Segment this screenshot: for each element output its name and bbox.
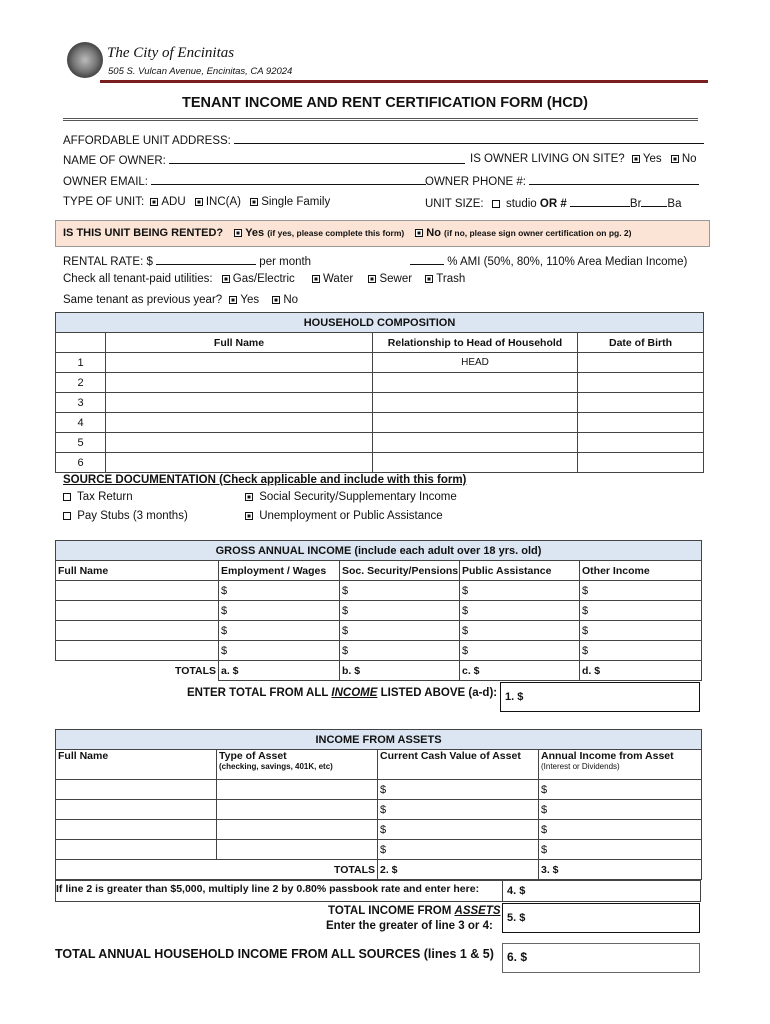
unit-size-studio-checkbox[interactable]	[492, 200, 500, 208]
assets-col-type-label: Type of Asset	[219, 750, 287, 762]
enter-total-income-label	[187, 687, 497, 699]
name-cell[interactable]	[106, 393, 373, 413]
unit-type-label: TYPE OF UNIT:	[63, 196, 145, 208]
gross-col-employment: Employment / Wages	[219, 561, 340, 581]
amount-cell[interactable]: $	[580, 641, 702, 661]
name-cell[interactable]	[106, 433, 373, 453]
line-5-box[interactable]: 5. $	[502, 903, 700, 933]
table-row	[56, 353, 704, 373]
rental-rate-field[interactable]	[156, 254, 256, 265]
listed-above-text: LISTED ABOVE (a-d):	[380, 687, 498, 699]
row-number: 6	[56, 453, 106, 473]
annual-income-cell[interactable]: $	[539, 800, 702, 820]
rental-rate-label: RENTAL RATE: $	[63, 256, 153, 268]
asset-type-cell[interactable]	[217, 800, 378, 820]
utility-sewer-checkbox[interactable]	[368, 275, 376, 283]
rented-yes-label: Yes	[245, 227, 265, 239]
owner-phone-field[interactable]	[529, 174, 699, 185]
amount-cell[interactable]: $	[460, 581, 580, 601]
name-cell[interactable]	[106, 453, 373, 473]
same-tenant-no-checkbox[interactable]	[272, 296, 280, 304]
amount-cell[interactable]: $	[460, 621, 580, 641]
owner-email-field[interactable]	[151, 174, 426, 185]
utility-sewer-label: Sewer	[379, 273, 413, 285]
unit-address-label: AFFORDABLE UNIT ADDRESS:	[63, 135, 231, 147]
owner-onsite-no-checkbox[interactable]	[671, 155, 679, 163]
totals-row	[56, 860, 702, 880]
table-row	[56, 393, 704, 413]
unit-size-or-label: OR #	[539, 198, 567, 210]
bathrooms-label: Ba	[667, 198, 682, 210]
dob-cell[interactable]	[578, 453, 704, 473]
assets-word: ASSETS	[454, 905, 501, 917]
assets-col-cash-value: Current Cash Value of Asset	[378, 750, 539, 780]
table-row	[56, 601, 702, 621]
utility-water-checkbox[interactable]	[312, 275, 320, 283]
unit-type-inca-checkbox[interactable]	[195, 198, 203, 206]
table-row	[56, 621, 702, 641]
assets-title: INCOME FROM ASSETS	[56, 730, 702, 750]
total-b-cell[interactable]: b. $	[340, 661, 460, 681]
unit-type-single-family-checkbox[interactable]	[250, 198, 258, 206]
gross-income-title: GROSS ANNUAL INCOME (include each adult over 18 yrs. old)	[56, 541, 702, 561]
unit-size-label: UNIT SIZE:	[425, 198, 484, 210]
gross-totals-label: TOTALS	[56, 661, 219, 681]
bedrooms-label: Br	[629, 198, 642, 210]
row-number: 3	[56, 393, 106, 413]
source-tax-return	[63, 491, 133, 503]
household-col-dob: Date of Birth	[578, 333, 704, 353]
rented-no-note: (if no, please sign owner certification on pg. 2)	[444, 228, 632, 238]
row-number: 5	[56, 433, 106, 453]
rented-question-row	[63, 227, 632, 239]
household-title: HOUSEHOLD COMPOSITION	[56, 313, 704, 333]
household-col-num	[56, 333, 106, 353]
asset-type-cell[interactable]	[217, 780, 378, 800]
utility-gas-electric-checkbox[interactable]	[222, 275, 230, 283]
dob-cell[interactable]	[578, 413, 704, 433]
relationship-cell[interactable]: HEAD	[373, 353, 578, 373]
same-tenant-yes-label: Yes	[240, 294, 260, 306]
unemployment-label: Unemployment or Public Assistance	[259, 510, 443, 522]
gross-col-public-assistance: Public Assistance	[460, 561, 580, 581]
rented-no-label: No	[426, 227, 441, 239]
table-row	[56, 433, 704, 453]
gross-col-other: Other Income	[580, 561, 702, 581]
household-col-relationship: Relationship to Head of Household	[373, 333, 578, 353]
household-table	[55, 312, 704, 473]
assets-table	[55, 729, 702, 880]
line-1-box[interactable]: 1. $	[500, 682, 700, 712]
row-number: 1	[56, 353, 106, 373]
amount-cell[interactable]: $	[580, 581, 702, 601]
amount-cell[interactable]: $	[340, 581, 460, 601]
unit-size-studio-label: studio	[505, 198, 537, 210]
assets-totals-label: TOTALS	[56, 860, 378, 880]
source-unemployment	[245, 510, 443, 522]
name-cell[interactable]	[56, 621, 219, 641]
amount-cell[interactable]: $	[219, 641, 340, 661]
gross-col-name: Full Name	[56, 561, 219, 581]
owner-onsite-no-label: No	[681, 153, 697, 165]
table-row	[56, 413, 704, 433]
name-cell[interactable]	[56, 641, 219, 661]
total-a-cell[interactable]: a. $	[219, 661, 340, 681]
total-assets-label	[328, 905, 501, 917]
name-cell[interactable]	[106, 413, 373, 433]
same-tenant-label: Same tenant as previous year?	[63, 294, 223, 306]
assets-type-note: (checking, savings, 401K, etc)	[219, 762, 333, 771]
line-4-text: If line 2 is greater than $5,000, multiply line 2 by 0.80% passbook rate and enter here:	[56, 883, 480, 895]
total-from-text: TOTAL INCOME FROM	[328, 905, 452, 917]
row-number: 4	[56, 413, 106, 433]
dob-cell[interactable]	[578, 433, 704, 453]
name-cell[interactable]	[106, 373, 373, 393]
assets-col-annual-income	[539, 750, 702, 780]
owner-phone-label: OWNER PHONE #:	[425, 176, 526, 188]
form-title: TENANT INCOME AND RENT CERTIFICATION FORM (HCD)	[182, 95, 588, 111]
annual-income-cell[interactable]: $	[539, 780, 702, 800]
rental-rate-row	[63, 254, 311, 268]
annual-income-cell[interactable]: $	[539, 840, 702, 860]
unit-type-single-family-label: Single Family	[261, 196, 331, 208]
table-row	[56, 581, 702, 601]
unit-type-inca-label: INC(A)	[205, 196, 241, 208]
table-row	[56, 641, 702, 661]
cash-value-cell[interactable]: $	[378, 800, 539, 820]
ami-label: % AMI (50%, 80%, 110% Area Median Income)	[447, 256, 688, 268]
city-seal	[67, 42, 103, 78]
table-row	[56, 800, 702, 820]
city-address: 505 S. Vulcan Avenue, Encinitas, CA 92024	[108, 66, 293, 77]
tax-return-checkbox[interactable]	[63, 493, 71, 501]
cash-value-cell[interactable]: $	[378, 780, 539, 800]
rented-yes-note: (if yes, please complete this form)	[267, 228, 405, 238]
owner-phone-row	[425, 174, 699, 188]
name-cell[interactable]	[56, 581, 219, 601]
table-row	[56, 373, 704, 393]
total-d-cell[interactable]: d. $	[580, 661, 702, 681]
owner-email-row	[63, 174, 426, 188]
name-cell[interactable]	[56, 601, 219, 621]
owner-onsite-yes-label: Yes	[642, 153, 662, 165]
same-tenant-no-label: No	[283, 294, 299, 306]
dob-cell[interactable]	[578, 393, 704, 413]
rental-per-month: per month	[259, 256, 312, 268]
ami-row	[410, 254, 687, 268]
name-cell[interactable]	[56, 820, 217, 840]
source-doc-title: SOURCE DOCUMENTATION (Check applicable and include with this form)	[63, 474, 467, 486]
amount-cell[interactable]: $	[219, 601, 340, 621]
rented-no-checkbox[interactable]	[415, 229, 423, 237]
utility-gas-electric-label: Gas/Electric	[232, 273, 295, 285]
rented-question: IS THIS UNIT BEING RENTED?	[63, 227, 224, 239]
relationship-cell[interactable]	[373, 373, 578, 393]
income-word: INCOME	[331, 687, 378, 699]
name-cell[interactable]	[56, 800, 217, 820]
cash-value-cell[interactable]: $	[378, 840, 539, 860]
source-social-security	[245, 491, 457, 503]
social-security-checkbox[interactable]	[245, 493, 253, 501]
pay-stubs-label: Pay Stubs (3 months)	[77, 510, 188, 522]
pay-stubs-checkbox[interactable]	[63, 512, 71, 520]
total-household-label: TOTAL ANNUAL HOUSEHOLD INCOME FROM ALL SOURCES (lines 1 & 5)	[55, 947, 494, 961]
bedrooms-field[interactable]	[570, 196, 630, 207]
unit-address-row	[63, 133, 704, 147]
line-6-box[interactable]: 6. $	[502, 943, 700, 973]
amount-cell[interactable]: $	[219, 621, 340, 641]
table-row	[56, 820, 702, 840]
table-row	[56, 453, 704, 473]
amount-cell[interactable]: $	[580, 601, 702, 621]
same-tenant-yes-checkbox[interactable]	[229, 296, 237, 304]
enter-greater-label: Enter the greater of line 3 or 4:	[326, 920, 493, 932]
ami-field[interactable]	[410, 254, 444, 265]
line-2-cell[interactable]: 2. $	[378, 860, 539, 880]
owner-name-row	[63, 153, 465, 167]
gross-income-table	[55, 540, 702, 681]
utilities-label: Check all tenant-paid utilities:	[63, 273, 213, 285]
gross-col-social-security: Soc. Security/Pensions	[340, 561, 460, 581]
utility-trash-label: Trash	[436, 273, 466, 285]
utilities-row	[63, 273, 465, 285]
table-row	[56, 780, 702, 800]
relationship-cell[interactable]	[373, 453, 578, 473]
unit-address-field[interactable]	[234, 133, 704, 144]
asset-type-cell[interactable]	[217, 820, 378, 840]
city-name: The City of Encinitas	[107, 45, 235, 61]
social-security-label: Social Security/Supplementary Income	[259, 491, 457, 503]
totals-row	[56, 661, 702, 681]
assets-col-annual-income-label: Annual Income from Asset	[541, 750, 674, 762]
rented-yes-checkbox[interactable]	[234, 229, 242, 237]
assets-col-name: Full Name	[56, 750, 217, 780]
unemployment-checkbox[interactable]	[245, 512, 253, 520]
relationship-cell[interactable]	[373, 413, 578, 433]
unit-type-row	[63, 196, 330, 208]
household-col-name: Full Name	[106, 333, 373, 353]
relationship-cell[interactable]	[373, 433, 578, 453]
amount-cell[interactable]: $	[340, 621, 460, 641]
line-4-box[interactable]: 4. $	[502, 880, 701, 902]
owner-name-label: NAME OF OWNER:	[63, 155, 166, 167]
relationship-cell[interactable]	[373, 393, 578, 413]
enter-total-text: ENTER TOTAL FROM ALL	[187, 687, 329, 699]
asset-type-cell[interactable]	[217, 840, 378, 860]
tax-return-label: Tax Return	[77, 491, 133, 503]
header-rule	[100, 80, 708, 83]
unit-type-adu-label: ADU	[161, 196, 186, 208]
unit-type-adu-checkbox[interactable]	[150, 198, 158, 206]
total-c-cell[interactable]: c. $	[460, 661, 580, 681]
amount-cell[interactable]: $	[580, 621, 702, 641]
owner-name-field[interactable]	[169, 153, 465, 164]
utility-trash-checkbox[interactable]	[425, 275, 433, 283]
amount-cell[interactable]: $	[219, 581, 340, 601]
dob-cell[interactable]	[578, 353, 704, 373]
name-cell[interactable]	[56, 780, 217, 800]
row-number: 2	[56, 373, 106, 393]
unit-size-row	[425, 196, 682, 210]
utility-water-label: Water	[323, 273, 354, 285]
name-cell[interactable]	[106, 353, 373, 373]
amount-cell[interactable]: $	[460, 601, 580, 621]
owner-onsite-label: IS OWNER LIVING ON SITE?	[470, 153, 625, 165]
owner-onsite-yes-checkbox[interactable]	[632, 155, 640, 163]
name-cell[interactable]	[56, 840, 217, 860]
source-pay-stubs	[63, 510, 188, 522]
amount-cell[interactable]: $	[340, 601, 460, 621]
cash-value-cell[interactable]: $	[378, 820, 539, 840]
bathrooms-field[interactable]	[641, 196, 667, 207]
owner-onsite-row	[470, 153, 697, 165]
assets-income-note: (Interest or Dividends)	[541, 762, 620, 771]
line-3-cell[interactable]: 3. $	[539, 860, 702, 880]
amount-cell[interactable]: $	[340, 641, 460, 661]
owner-email-label: OWNER EMAIL:	[63, 176, 148, 188]
same-tenant-row	[63, 294, 298, 306]
table-row	[56, 840, 702, 860]
dob-cell[interactable]	[578, 373, 704, 393]
assets-col-type	[217, 750, 378, 780]
title-rule	[63, 118, 698, 121]
annual-income-cell[interactable]: $	[539, 820, 702, 840]
amount-cell[interactable]: $	[460, 641, 580, 661]
